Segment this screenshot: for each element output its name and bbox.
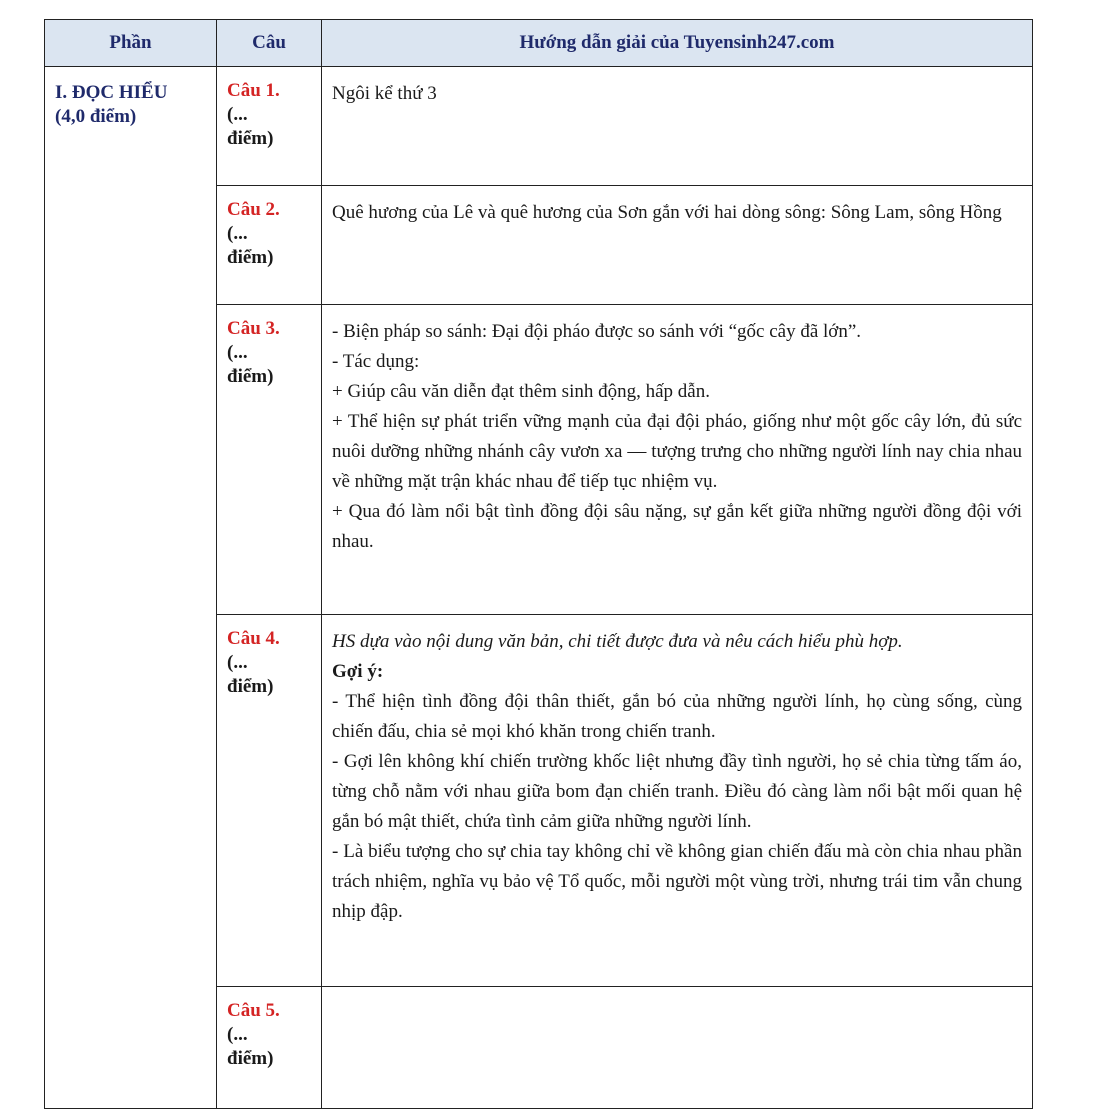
guide-line: + Qua đó làm nổi bật tình đồng đội sâu nặng, sự gắn kết giữa những người đồng đội với nhau.	[332, 501, 1022, 552]
question-points-open: (...	[227, 1024, 248, 1045]
guide-line: - Biện pháp so sánh: Đại đội pháo được so sánh với “gốc cây đã lớn”.	[332, 321, 862, 342]
question-points-close: điểm)	[227, 128, 274, 149]
guide-line: + Thể hiện sự phát triển vững mạnh của đại đội pháo, giống như một gốc cây lớn, đủ sức nuôi dưỡng những nhánh cây vươn xa — tượng trưng cho những người lính nay chia nhau về những mặt trận khác nhau để tiếp tục nhiệm vụ.	[332, 411, 1022, 492]
guide-cell-empty	[322, 987, 1033, 1109]
question-cell	[217, 186, 322, 305]
question-number: Câu 2.	[227, 199, 280, 220]
guide-line: Ngôi kể thứ 3	[332, 83, 437, 104]
section-title: I. ĐỌC HIỂU	[55, 82, 168, 103]
header-question: Câu	[217, 20, 322, 67]
question-number: Câu 4.	[227, 628, 280, 649]
question-number: Câu 5.	[227, 1000, 280, 1021]
question-points-open: (...	[227, 342, 248, 363]
table-row	[45, 67, 1033, 186]
question-points-close: điểm)	[227, 676, 274, 697]
question-points-open: (...	[227, 652, 248, 673]
question-points-open: (...	[227, 223, 248, 244]
guide-line: - Thể hiện tình đồng đội thân thiết, gắn bó của những người lính, họ cùng sống, cùng chiến đấu, chia sẻ mọi khó khăn trong chiến tranh.	[332, 691, 1022, 742]
answer-table	[44, 19, 1033, 1109]
question-points-close: điểm)	[227, 366, 274, 387]
section-points: (4,0 điểm)	[55, 106, 137, 127]
table-header-row	[45, 20, 1033, 67]
guide-line: - Là biểu tượng cho sự chia tay không chỉ về không gian chiến đấu mà còn chia nhau phần trách nhiệm, nghĩa vụ bảo vệ Tổ quốc, mỗi người một vùng trời, nhưng trái tim vẫn chung nhịp đập.	[332, 841, 1022, 922]
guide-cell	[322, 186, 1033, 305]
guide-line: Quê hương của Lê và quê hương của Sơn gắn với hai dòng sông: Sông Lam, sông Hồng	[332, 202, 1002, 223]
question-cell	[217, 615, 322, 987]
question-points-open: (...	[227, 104, 248, 125]
guide-hint-label: Gợi ý:	[332, 661, 384, 682]
question-points-close: điểm)	[227, 1048, 274, 1069]
guide-cell	[322, 305, 1033, 615]
guide-line: - Gợi lên không khí chiến trường khốc liệt nhưng đầy tình người, họ sẻ chia từng tấm áo, từng chỗ nằm với nhau giữa bom đạn chiến tranh. Điều đó càng làm nổi bật mối quan hệ gắn bó mật thiết, chứa tình cảm giữa những người lính.	[332, 751, 1022, 832]
question-cell	[217, 67, 322, 186]
question-cell	[217, 987, 322, 1109]
guide-intro: HS dựa vào nội dung văn bản, chi tiết được đưa và nêu cách hiểu phù hợp.	[332, 631, 903, 652]
question-cell	[217, 305, 322, 615]
guide-line: + Giúp câu văn diễn đạt thêm sinh động, hấp dẫn.	[332, 381, 710, 402]
question-number: Câu 1.	[227, 80, 280, 101]
guide-cell	[322, 615, 1033, 987]
guide-cell	[322, 67, 1033, 186]
guide-line: - Tác dụng:	[332, 351, 420, 372]
header-guide: Hướng dẫn giải của Tuyensinh247.com	[322, 20, 1033, 67]
question-number: Câu 3.	[227, 318, 280, 339]
header-section: Phần	[45, 20, 217, 67]
question-points-close: điểm)	[227, 247, 274, 268]
section-cell	[45, 67, 217, 1109]
